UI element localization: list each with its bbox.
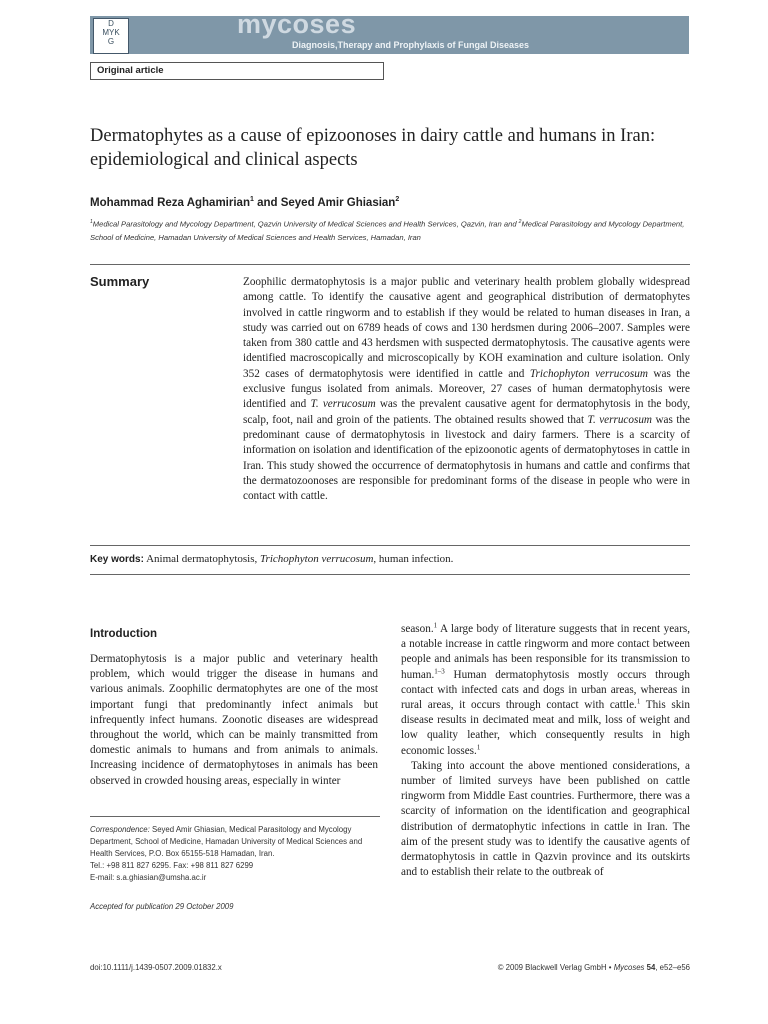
abstract-species: T. verrucosum [587, 413, 653, 426]
introduction-heading: Introduction [90, 628, 158, 640]
doi: doi:10.1111/j.1439-0507.2009.01832.x [90, 963, 222, 972]
author-connector: and [253, 196, 281, 209]
copyright-text: © 2009 Blackwell Verlag GmbH • [497, 963, 614, 972]
article-title: Dermatophytes as a cause of epizoonoses in dairy cattle and humans in Iran: epidemiological and clinical aspects [90, 126, 656, 170]
author-name: Mohammad Reza Aghamirian [90, 196, 250, 209]
journal-tagline: Diagnosis,Therapy and Prophylaxis of Fungal Diseases [292, 40, 530, 50]
keywords-text: Animal dermatophytosis, [146, 553, 261, 565]
affiliation-text: Medical Parasitology and Mycology Department, School of Medicine, Hamadan University of Medical Sciences and Health Services, Hamadan, Iran [90, 219, 685, 242]
body-text: Human dermatophytosis mostly occurs through contact with infected cats and dogs in urban areas, whereas in rural areas, it occurs through contact with cattle. [401, 668, 690, 712]
author-affil-marker: 2 [395, 196, 400, 203]
author-affil-marker: 1 [249, 196, 254, 203]
citation-ref: 1 [636, 697, 641, 706]
keywords-text: , human infection. [373, 553, 454, 565]
body-text: This skin disease results in decimated meat and milk, loss of weight and low quality leather, which consequently results in high economic losses. [401, 699, 690, 757]
affiliation-text: Medical Parasitology and Mycology Department, Qazvin University of Medical Sciences and Health Services, Qazvin, Iran and [92, 219, 519, 229]
divider [90, 574, 690, 575]
logo-line: MYK [102, 28, 120, 37]
citation-ref: 1 [433, 621, 438, 630]
correspondence-email: E-mail: s.a.ghiasian@umsha.ac.ir [90, 873, 207, 882]
paragraph [401, 622, 690, 759]
journal-name: mycoses [237, 9, 357, 39]
citation-ref: 1 [476, 742, 481, 751]
summary-abstract [243, 275, 690, 504]
correspondence-note [90, 824, 380, 884]
keywords-species: Trichophyton verrucosum [260, 553, 374, 565]
correspondence-text: Seyed Amir Ghiasian, Medical Parasitology and Mycology Department, School of Medicine, Hamadan University of Medical Sciences and Health Services, P.O. Box 65155-518 Hamadan, Iran. [90, 825, 363, 858]
citation-ref: 1–3 [434, 666, 445, 675]
logo-line: G [107, 37, 115, 46]
dmykg-logo [93, 18, 129, 54]
summary-heading: Summary [90, 274, 150, 289]
authors [90, 196, 399, 209]
abstract-text: was the prevalent causative agent for dermatophytosis in the body, scalp, foot, nail and groin of the patients. The obtained results showed that [243, 398, 690, 426]
author-name: Seyed Amir Ghiasian [280, 196, 396, 209]
abstract-text: was the predominant cause of dermatophytosis in livestock and dairy farmers. There is a scarcity of information on isolation and identification of the epizoonotic agents of dermatophytoses in cattle in Iran. This study showed the occurrence of dermatophytosis in humans and cattle and confirms that the dermatozoonoses are responsible for predominant forms of the disease in people who were in contact with cattle. [243, 413, 690, 503]
abstract-text: was the exclusive fungus isolated from animals. Moreover, 27 cases of human dermatophytosis were identified and [243, 367, 690, 411]
abstract-species: Trichophyton verrucosum [529, 367, 648, 380]
volume-number: 54 [646, 963, 656, 972]
correspondence-phone: Tel.: +98 811 827 6295. Fax: +98 811 827 6299 [90, 861, 254, 870]
logo-line: D [108, 19, 114, 28]
body-text: season. [401, 623, 434, 635]
introduction-column-1: Dermatophytosis is a major public and veterinary health problem, which would trigger the disease in humans and various animals. Zoophilic dermatophytes are one of the most important fungi that predominantly infect animals but infrequently infect humans. Zoonotic diseases are widespread throughout the world, which can be mainly transmitted from domestic animals to humans and from animals to animals. Increasing incidence of dermatophytoses in animals has been observed in crowded housing areas, especially in winter [90, 653, 378, 787]
correspondence-label: Correspondence: [90, 825, 150, 834]
affil-marker: 2 [518, 219, 522, 225]
keywords [90, 553, 453, 565]
keywords-label: Key words: [90, 554, 144, 565]
copyright-line [498, 963, 690, 972]
divider [90, 816, 380, 817]
accepted-date: Accepted for publication 29 October 2009 [90, 902, 234, 911]
body-text: A large body of literature suggests that in recent years, a notable increase in cattle ringworm and more contact between people and animals has been responsible for its transmission to human. [401, 623, 690, 681]
divider [90, 264, 690, 265]
introduction-column-2 [401, 622, 690, 880]
page-range: , e52–e56 [655, 963, 690, 972]
abstract-species: T. verrucosum [310, 398, 376, 411]
journal-ref: Mycoses [613, 963, 645, 972]
affil-marker: 1 [90, 219, 93, 225]
divider [90, 545, 690, 546]
affiliations [90, 216, 690, 244]
abstract-text: Zoophilic dermatophytosis is a major public and veterinary health problem globally widespread among cattle. To identify the causative agent and geographical distribution of dermatophytes involved in cattle ringworm and to establish if they would be related to human diseases in Iran, a study was carried out on 6789 heads of cows and 130 herdsmen during 2006–2007. Samples were taken from 380 cattle and 43 herdsmen with suspected dermatophytosis. The causative agents were identified macroscopically and microscopically by KOH examination and culture isolation. Only 352 cases of dermatophytosis were identified in cattle and [243, 276, 690, 380]
article-type-label: Original article [90, 62, 384, 80]
paragraph: Taking into account the above mentioned considerations, a number of limited surveys have been published on cattle ringworm from Middle East countries. Furthermore, there was a scarcity of information on the identification and geographical distribution of dermatophytic infections in cattle in Iran. The aim of the present study was to identify the causative agents of dermatophytosis in cattle in Qazvin province and its outskirts and to establish their relate to the outbreak of [401, 759, 690, 879]
